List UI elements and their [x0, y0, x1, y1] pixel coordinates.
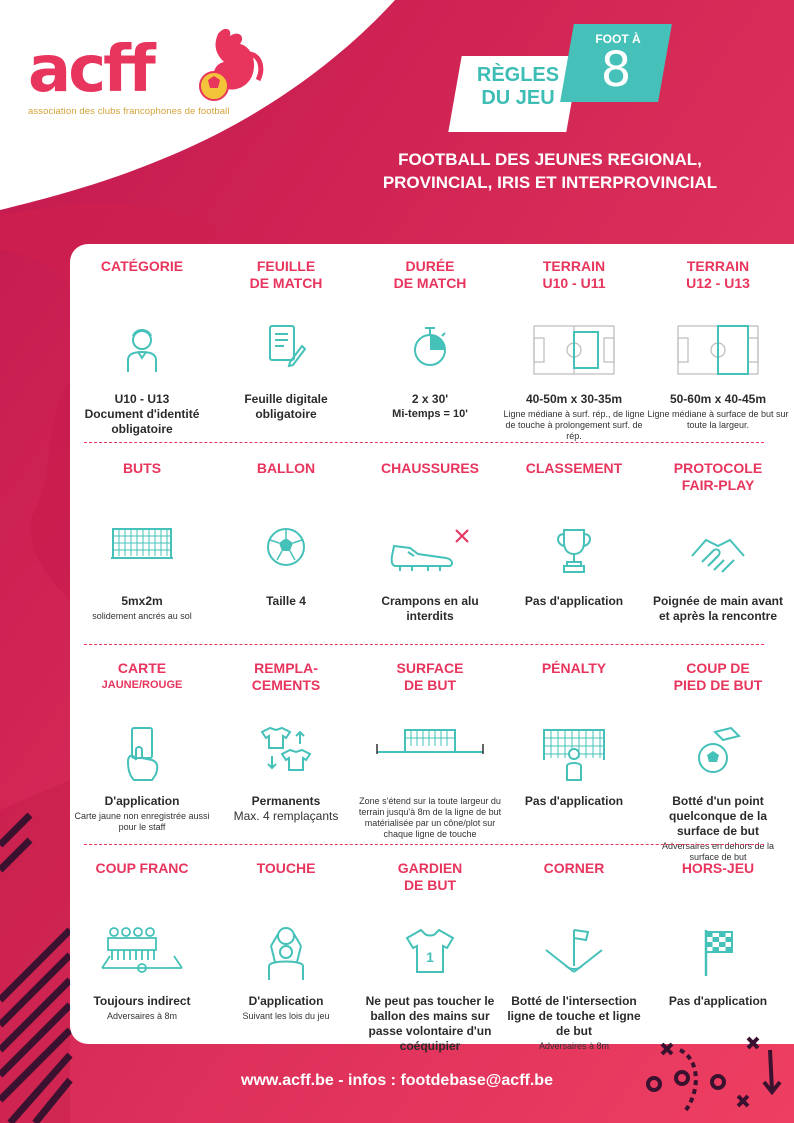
badge-left-label: RÈGLES DU JEU: [476, 64, 560, 109]
rule-cell: [502, 860, 646, 1060]
rule-title: [358, 460, 502, 477]
kick-ball-icon: [646, 726, 790, 776]
rule-title-line-1: DURÉE: [405, 258, 455, 274]
rule-value: [70, 392, 214, 437]
rule-value-text: 2 x 30': [411, 392, 449, 406]
rule-title-line-2: DE BUT: [403, 677, 457, 693]
trophy-icon: [502, 526, 646, 576]
rule-title-line-1: CORNER: [543, 860, 605, 876]
rule-title-line-2: U12 - U13: [686, 275, 750, 291]
rule-value-text: Poignée de main avant et après la rencontre: [652, 594, 784, 623]
badge-number: 8: [600, 42, 632, 98]
rule-title: [358, 258, 502, 292]
rule-title-line-1: CLASSEMENT: [525, 460, 623, 476]
rules-row: [70, 460, 794, 660]
rule-cell: [502, 460, 646, 660]
rule-cell: [70, 660, 214, 860]
field-large-icon: [646, 324, 790, 376]
stopwatch-icon: [358, 324, 502, 368]
penalty-icon: [502, 726, 646, 782]
rule-value-text: Crampons en alu interdits: [381, 594, 479, 623]
rule-value: [646, 994, 790, 1009]
acff-logo[interactable]: [28, 22, 258, 122]
rule-title: [70, 660, 214, 694]
rule-cell: [214, 460, 358, 660]
rule-title: [646, 660, 790, 694]
rule-cell: [646, 660, 790, 860]
rule-value-text: Pas d'application: [524, 794, 624, 808]
rule-title-line-1: TERRAIN: [686, 258, 750, 274]
rule-value: [502, 994, 646, 1052]
rule-value: [502, 794, 646, 809]
rule-note: Adversaires à 8m: [538, 1041, 610, 1051]
rule-value-text: Permanents: [251, 794, 321, 808]
document-pen-icon: [214, 324, 358, 368]
rule-cell: [358, 460, 502, 660]
rule-title: [502, 460, 646, 477]
headline-line-2: PROVINCIAL, IRIS ET INTERPROVINCIAL: [382, 173, 718, 192]
rule-cell: [70, 860, 214, 1060]
rule-value: [214, 392, 358, 422]
card-hand-icon: [70, 726, 214, 782]
rule-title-line-1: CHAUSSURES: [380, 460, 479, 476]
svg-text:1: 1: [426, 949, 434, 965]
rule-value-text: Pas d'application: [668, 994, 768, 1008]
rules-row: [70, 258, 794, 458]
rules-badge: [455, 24, 667, 132]
rule-title-line-1: PÉNALTY: [541, 660, 607, 676]
rule-value: [358, 994, 502, 1054]
rule-title: [214, 660, 358, 694]
rule-value-text: D'application: [248, 994, 324, 1008]
row-divider: [84, 844, 764, 845]
rule-title-line-2: DE MATCH: [249, 275, 323, 291]
rule-title: [646, 460, 790, 494]
jersey-icon: [358, 926, 502, 976]
rule-value-text: Botté de l'intersection ligne de touche et ligne de but: [507, 994, 641, 1038]
rule-value: [70, 594, 214, 622]
rule-title: [214, 460, 358, 477]
rule-title: [646, 258, 790, 292]
rule-value-secondary: Mi-temps = 10': [392, 408, 468, 420]
rule-value-text: Feuille digitale obligatoire: [244, 392, 328, 421]
rule-title-line-1: TOUCHE: [256, 860, 316, 876]
rule-note: Adversaires à 8m: [106, 1011, 178, 1021]
rule-title-line-2: FAIR-PLAY: [681, 477, 755, 493]
rule-value: [358, 794, 502, 840]
rule-value: [646, 594, 790, 624]
throw-in-icon: [214, 926, 358, 982]
rule-value-secondary: Max. 4 remplaçants: [233, 809, 339, 823]
footer-contact[interactable]: www.acff.be - infos : footdebase@acff.be: [241, 1072, 553, 1089]
person-icon: [70, 324, 214, 374]
rule-title-line-2: CEMENTS: [251, 677, 321, 693]
row-divider: [84, 644, 764, 645]
boot-crossed-icon: [358, 526, 502, 576]
headline-line-1: FOOTBALL DES JEUNES REGIONAL,: [398, 150, 702, 169]
rule-value: [214, 794, 358, 824]
rule-note: Ligne médiane à surf. rép., de ligne de touche à prolongement surf. de rép.: [503, 409, 645, 441]
rule-title-line-1: BUTS: [122, 460, 162, 476]
rule-value-text: Toujours indirect: [93, 994, 191, 1008]
wall-players-icon: [70, 926, 214, 976]
rule-cell: [358, 660, 502, 860]
rule-value-text: D'application: [104, 794, 180, 808]
rule-title-line-2: DE BUT: [403, 877, 457, 893]
rule-cell: [646, 258, 790, 458]
logo-wordmark: acff: [28, 33, 153, 107]
rule-value: [70, 794, 214, 833]
goal-icon: [70, 526, 214, 560]
rule-title: [214, 258, 358, 292]
rule-value-text: Pas d'application: [524, 594, 624, 608]
rule-title: [70, 860, 214, 877]
rule-value-text: Taille 4: [266, 594, 306, 608]
rule-cell: [70, 258, 214, 458]
rule-cell: [70, 460, 214, 660]
rule-title-line-2: U10 - U11: [542, 275, 606, 291]
offside-flag-icon: [646, 926, 790, 978]
badge-right-label: FOOT À: [595, 32, 641, 46]
rule-title: [70, 460, 214, 477]
rule-cell: [214, 660, 358, 860]
rule-title-line-1: COUP DE: [686, 660, 750, 676]
rule-cell: [502, 660, 646, 860]
rule-cell: [214, 860, 358, 1060]
rule-note: Zone s'étend sur la toute largeur du terrain jusqu'à 8m de la ligne de but matérialisée par un cône/plot sur chaque ligne de touche: [358, 796, 502, 839]
rule-value: [358, 594, 502, 624]
rule-cell: [646, 460, 790, 660]
rule-note: Suivant les lois du jeu: [242, 1011, 330, 1021]
rule-cell: [502, 258, 646, 458]
rule-cell: [358, 860, 502, 1060]
rule-value-text: U10 - U13: [114, 392, 170, 406]
page-headline: [360, 148, 740, 194]
field-small-icon: [502, 324, 646, 376]
rule-cell: [358, 258, 502, 458]
rule-value: [502, 594, 646, 609]
rule-value: [214, 994, 358, 1022]
rule-title-line-2: JAUNE/ROUGE: [101, 679, 183, 691]
rule-title: [358, 860, 502, 894]
rule-title-line-1: HORS-JEU: [681, 860, 755, 876]
rule-title: [502, 258, 646, 292]
rule-value: [646, 392, 790, 431]
logo-subtitle: association des clubs francophones de football: [28, 106, 230, 117]
rule-title: [70, 258, 214, 275]
rule-value-text: Botté d'un point quelconque de la surface de but: [668, 794, 767, 838]
goal-area-icon: [358, 726, 502, 756]
rule-value: [646, 794, 790, 863]
rule-title: [214, 860, 358, 877]
rule-value-secondary: Document d'identité obligatoire: [84, 407, 200, 436]
corner-flag-icon: [502, 926, 646, 978]
rule-note: Carte jaune non enregistrée aussi pour le staff: [74, 811, 210, 832]
rule-title-line-1: PROTOCOLE: [673, 460, 763, 476]
rule-title-line-1: TERRAIN: [542, 258, 606, 274]
rule-value: [70, 994, 214, 1022]
rule-title-line-2: PIED DE BUT: [673, 677, 763, 693]
row-divider: [84, 442, 764, 443]
rule-title-line-1: GARDIEN: [397, 860, 463, 876]
rule-value: [214, 594, 358, 609]
rule-title: [502, 660, 646, 677]
rule-title-line-2: DE MATCH: [393, 275, 467, 291]
rule-title: [358, 660, 502, 694]
rooster-icon: [188, 24, 268, 104]
handshake-icon: [646, 526, 790, 576]
rules-card: [70, 244, 794, 1053]
rule-note: Adversaires en dehors de la surface de but: [661, 841, 775, 862]
rule-title-line-1: REMPLA-: [254, 660, 318, 676]
rule-title: [646, 860, 790, 877]
rule-value-text: 5mx2m: [121, 594, 163, 608]
rule-value: [502, 392, 646, 442]
rule-title-line-1: COUP FRANC: [95, 860, 189, 876]
rule-title-line-1: SURFACE: [396, 660, 464, 676]
rule-title-line-1: CARTE: [117, 660, 167, 676]
rule-value-text: Ne peut pas toucher le ballon des mains sur passe volontaire d'un coéquipier: [365, 994, 495, 1053]
rule-title-line-1: BALLON: [256, 460, 316, 476]
rule-value-text: 50-60m x 40-45m: [669, 392, 767, 406]
rule-cell: [214, 258, 358, 458]
rule-value-text: 40-50m x 30-35m: [525, 392, 623, 406]
rule-note: solidement ancrés au sol: [92, 611, 192, 621]
rule-title: [502, 860, 646, 877]
ball-icon: [214, 526, 358, 568]
rule-title-line-1: FEUILLE: [256, 258, 316, 274]
rule-value: [358, 392, 502, 422]
rules-row: [70, 660, 794, 860]
substitution-icon: [214, 726, 358, 776]
rule-note: Ligne médiane à surface de but sur toute la largeur.: [647, 409, 789, 430]
rule-title-line-1: CATÉGORIE: [100, 258, 184, 274]
